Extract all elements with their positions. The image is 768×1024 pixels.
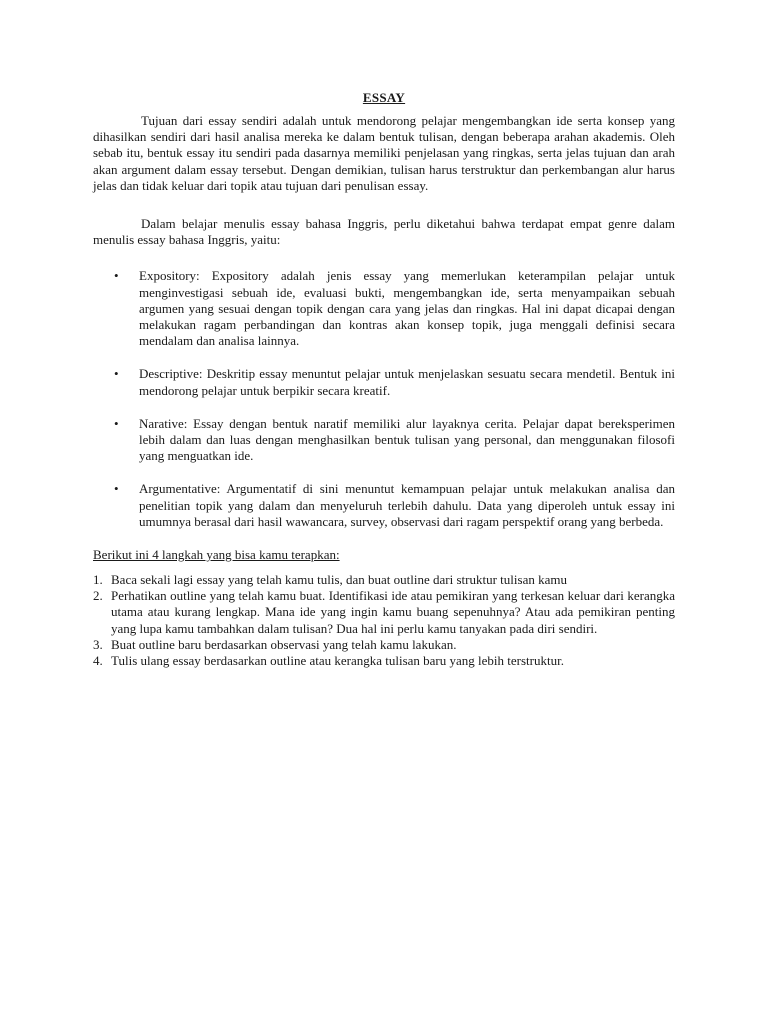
genre-list xyxy=(93,268,675,530)
genre-text: Expository: Expository adalah jenis essay yang memerlukan keterampilan pelajar untuk menginvestigasi sebuah ide, evaluasi bukti, mengembangkan ide, serta menyampaikan sebuah argumen yang sesuai dengan topik dengan cara yang jelas dan ringkas. Hal ini dapat dicapai dengan melakukan ragam perbandingan dan kontras akan konsep topik, juga menggali definisi secara mendalam dan analisa lainnya. xyxy=(139,268,675,349)
step-text: Tulis ulang essay berdasarkan outline atau kerangka tulisan baru yang lebih terstruktur. xyxy=(111,653,564,669)
genre-text: Narative: Essay dengan bentuk naratif memiliki alur layaknya cerita. Pelajar dapat bereksperimen lebih dalam dan luas dengan menghasilkan bentuk tulisan yang personal, dan menggunakan filosofi yang menguatkan ide. xyxy=(139,415,675,464)
step-number: 1. xyxy=(93,572,103,588)
list-item xyxy=(93,653,675,669)
bullet-icon: • xyxy=(114,366,119,382)
genre-text: Descriptive: Deskritip essay menuntut pelajar untuk menjelaskan sesuatu secara mendetil. Bentuk ini mendorong pelajar untuk berpikir secara kreatif. xyxy=(139,366,675,398)
genre-text: Argumentative: Argumentatif di sini menuntut kemampuan pelajar untuk melakukan analisa dan penelitian topik yang dalam dan menyeluruh terlebih dahulu. Data yang diperoleh untuk essay ini umumnya berasal dari hasil wawancara, survey, observasi dari ragam perspektif orang yang berbeda. xyxy=(139,481,675,529)
step-number: 2. xyxy=(93,588,103,604)
step-text: Baca sekali lagi essay yang telah kamu tulis, dan buat outline dari struktur tulisan kamu xyxy=(111,572,567,588)
paragraph-spacer xyxy=(93,194,675,216)
step-text: Buat outline baru berdasarkan observasi yang telah kamu lakukan. xyxy=(111,636,457,652)
list-item xyxy=(93,572,675,588)
steps-heading: Berikut ini 4 langkah yang bisa kamu terapkan: xyxy=(93,547,340,563)
list-item xyxy=(93,268,675,349)
steps-list xyxy=(93,572,675,669)
bullet-icon: • xyxy=(114,415,119,431)
list-item xyxy=(93,366,675,398)
intro-paragraph: Tujuan dari essay sendiri adalah untuk mendorong pelajar mengembangkan ide serta konsep yang dihasilkan sendiri dari hasil analisa mereka ke dalam bentuk tulisan, dengan beberapa arahan akademis. Oleh sebab itu, bentuk essay itu sendiri pada dasarnya memiliki penjelasan yang ringkas, serta jelas tujuan dan arah akan argument dalam essay tersebut. Dengan demikian, tulisan harus terstruktur dan perkembangan alur harus jelas dan tidak keluar dari topik atau tujuan dari penulisan essay. xyxy=(93,113,675,193)
list-item xyxy=(93,481,675,530)
step-number: 3. xyxy=(93,636,103,652)
step-number: 4. xyxy=(93,653,103,669)
paragraph-spacer xyxy=(93,248,675,268)
genre-intro-paragraph: Dalam belajar menulis essay bahasa Inggris, perlu diketahui bahwa terdapat empat genre dalam menulis essay bahasa Inggris, yaitu: xyxy=(93,216,675,248)
page-title: ESSAY xyxy=(362,90,406,105)
bullet-icon: • xyxy=(114,481,119,497)
step-text: Perhatikan outline yang telah kamu buat. Identifikasi ide atau pemikiran yang terkesan keluar dari kerangka utama atau kurang lengkap. Mana ide yang ingin kamu buang sepenuhnya? Atau ada pemikiran penting yang lupa kamu tambahkan dalam tulisan? Dua hal ini perlu kamu tanyakan pada diri sendiri. xyxy=(111,588,675,636)
list-item xyxy=(93,416,675,465)
bullet-icon: • xyxy=(114,268,119,284)
list-item xyxy=(93,588,675,637)
list-item xyxy=(93,637,675,653)
